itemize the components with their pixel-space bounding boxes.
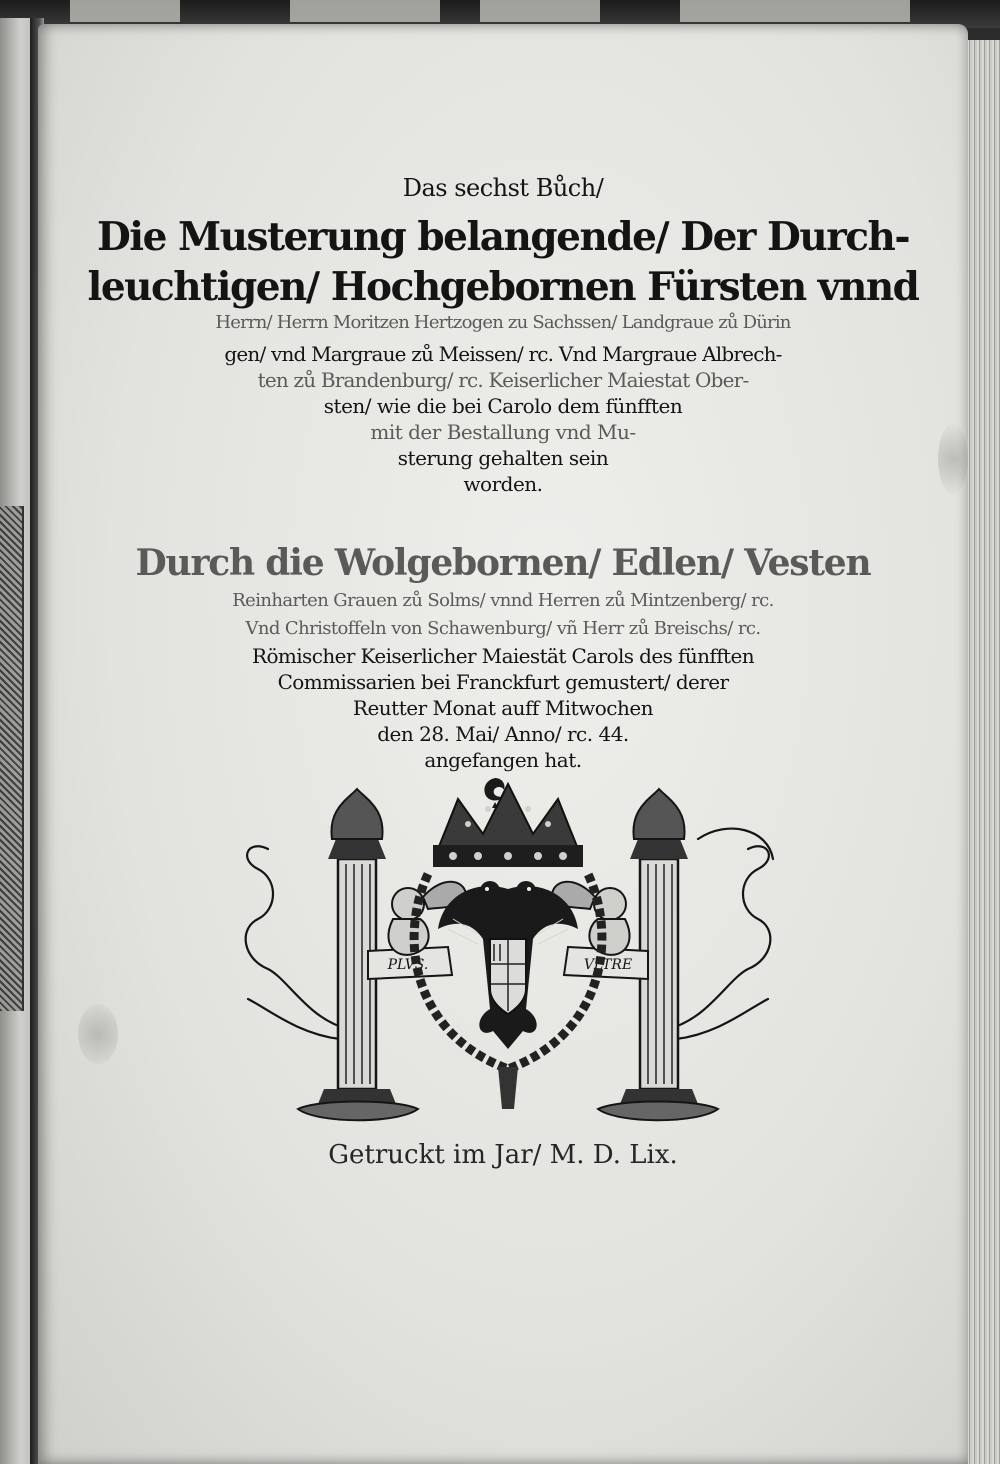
paper-stain bbox=[78, 1004, 118, 1064]
commissioners-line: Römischer Keiserlicher Maiestät Carols des fünfften bbox=[252, 644, 754, 668]
imprint-line: Getruckt im Jar/ M. D. Lix. bbox=[328, 1140, 678, 1170]
tape-strip bbox=[290, 0, 440, 22]
title-line: sterung gehalten sein bbox=[397, 446, 609, 470]
motto-right: VLTRE bbox=[583, 957, 633, 973]
commissioners-line: Reinharten Grauen zů Solms/ vnnd Herren zů Mintzenberg/ rc. bbox=[232, 590, 774, 611]
motto-left: PLVS. bbox=[387, 957, 429, 973]
title-line: worden. bbox=[463, 472, 543, 496]
double-headed-eagle bbox=[438, 881, 578, 1049]
title-line: gen/ vnd Margraue zů Meissen/ rc. Vnd Margraue Albrech- bbox=[224, 342, 782, 366]
title-line: sten/ wie die bei Carolo dem fünfften bbox=[323, 394, 683, 418]
title-line: ten zů Brandenburg/ rc. Keiserlicher Maiestat Ober- bbox=[257, 368, 749, 392]
commissioners-heading: Durch die Wolgebornen/ Edlen/ Vesten bbox=[135, 542, 871, 584]
title-line: mit der Bestallung vnd Mu- bbox=[370, 420, 636, 444]
imperial-coat-of-arms bbox=[228, 779, 788, 1134]
title-line: Die Musterung belangende/ Der Durch- bbox=[96, 214, 910, 260]
tape-strip bbox=[680, 0, 910, 22]
title-line: Herrn/ Herrn Moritzen Hertzogen zu Sachssen/ Landgraue zů Dürin bbox=[215, 312, 791, 333]
commissioners-line: angefangen hat. bbox=[424, 748, 582, 772]
commissioners-line: den 28. Mai/ Anno/ rc. 44. bbox=[377, 722, 629, 746]
imperial-crown bbox=[433, 784, 583, 867]
tape-strip bbox=[480, 0, 600, 22]
facing-page-woodcut-fragment bbox=[0, 506, 24, 1011]
title-line: leuchtigen/ Hochgebornen Fürsten vnnd bbox=[87, 264, 919, 310]
commissioners-line: Reutter Monat auff Mitwochen bbox=[352, 696, 654, 720]
tape-strip bbox=[70, 0, 180, 22]
book-heading: Das sechst Bůch/ bbox=[402, 174, 604, 202]
title-page bbox=[38, 24, 968, 1464]
commissioners-line: Commissarien bei Franckfurt gemustert/ derer bbox=[277, 670, 729, 694]
commissioners-line: Vnd Christoffeln von Schawenburg/ vñ Herr zů Breischs/ rc. bbox=[245, 618, 761, 639]
facing-page-edge bbox=[0, 18, 34, 1464]
